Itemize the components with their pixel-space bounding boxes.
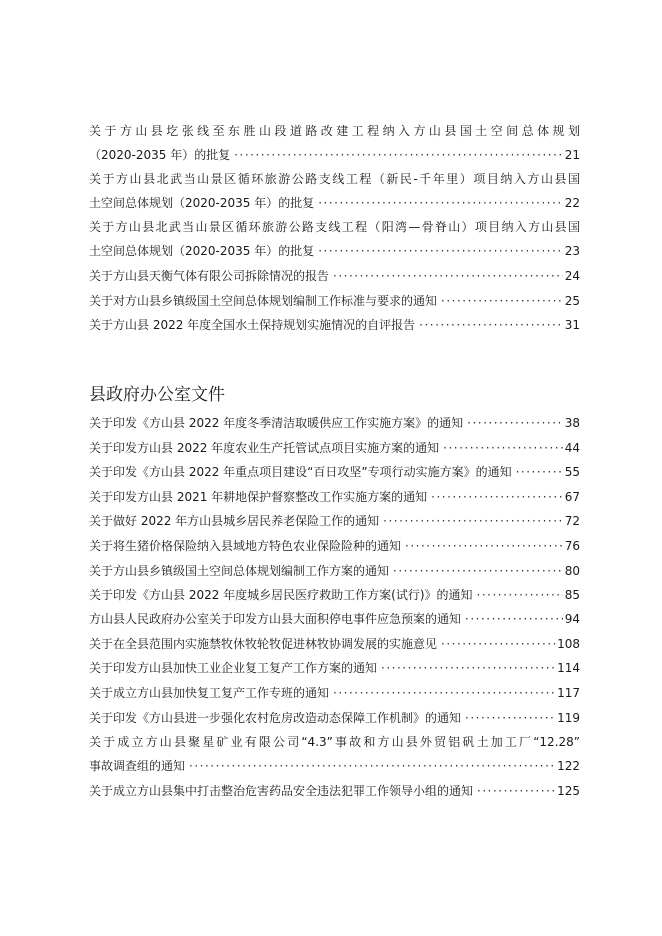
- dot-leader: [333, 681, 555, 705]
- toc-entry-title: 关于成立方山县加快复工复产工作专班的通知: [89, 686, 330, 700]
- toc-entry[interactable]: [89, 313, 580, 337]
- toc-entry-page-number: 44: [564, 441, 580, 455]
- toc-entry-leader-line: [89, 656, 580, 680]
- toc-entry-title: 关于将生猪价格保险纳入县域地方特色农业保险险种的通知: [89, 539, 402, 553]
- dot-leader: [419, 313, 563, 337]
- dot-leader: [465, 607, 563, 631]
- toc-entry[interactable]: [89, 167, 580, 215]
- toc-entry-title: 关于在全县范围内实施禁牧休牧轮牧促进林牧协调发展的实施意见: [89, 637, 438, 651]
- toc-entry-title-line: 关于方山县北武当山景区循环旅游公路支线工程（阳湾—骨脊山）项目纳入方山县国: [89, 220, 580, 234]
- dot-leader: [441, 289, 563, 313]
- toc-entry[interactable]: [89, 436, 580, 460]
- toc-entry-page-number: 72: [564, 514, 580, 528]
- toc-entry-title: 土空间总体规划（2020-2035 年）的批复: [89, 196, 315, 210]
- toc-entry-leader-line: [89, 191, 580, 215]
- toc-entry-leader-line: [89, 509, 580, 533]
- dot-leader: [318, 191, 562, 215]
- toc-entry-page-number: 94: [564, 612, 580, 626]
- dot-leader: [467, 411, 563, 435]
- toc-entry-title-line: 关于方山县北武当山景区循环旅游公路支线工程（新民-千年里）项目纳入方山县国: [89, 172, 580, 186]
- toc-entry[interactable]: [89, 509, 580, 533]
- dot-leader: [234, 143, 562, 167]
- toc-entry-title: （2020-2035 年）的批复: [89, 148, 231, 162]
- toc-entry-page-number: 23: [564, 244, 580, 258]
- toc-entry-title: 关于印发方山县加快工业企业复工复产工作方案的通知: [89, 661, 378, 675]
- dot-leader: [516, 460, 563, 484]
- section-heading: 县政府办公室文件: [89, 385, 225, 405]
- toc-entry-title: 关于印发方山县 2021 年耕地保护督察整改工作实施方案的通知: [89, 490, 428, 504]
- toc-entry-title-line: 关于成立方山县聚星矿业有限公司“4.3”事故和方山县外贸铝矾土加工厂“12.28”: [89, 735, 580, 749]
- dot-leader: [333, 264, 563, 288]
- toc-entry-page-number: 80: [564, 564, 580, 578]
- toc-entry-title: 关于印发《方山县 2022 年重点项目建设“百日攻坚”专项行动实施方案》的通知: [89, 465, 512, 479]
- toc-entry-leader-line: [89, 485, 580, 509]
- dot-leader: [465, 706, 555, 730]
- toc-entry-page-number: 85: [564, 588, 580, 602]
- dot-leader: [441, 632, 555, 656]
- toc-entry-page-number: 114: [557, 661, 580, 675]
- dot-leader: [477, 583, 563, 607]
- toc-entry[interactable]: [89, 656, 580, 680]
- toc-entry-page-number: 122: [557, 759, 580, 773]
- dot-leader: [443, 436, 563, 460]
- toc-entry-leader-line: [89, 779, 580, 803]
- toc-entry-page-number: 67: [564, 490, 580, 504]
- toc-entry-leader-line: [89, 632, 580, 656]
- toc-entry-page-number: 117: [557, 686, 580, 700]
- dot-leader: [381, 656, 555, 680]
- toc-entry-leader-line: [89, 460, 580, 484]
- toc-entry-page-number: 24: [564, 269, 580, 283]
- dot-leader: [383, 509, 563, 533]
- toc-entry-leader-line: [89, 264, 580, 288]
- toc-entry[interactable]: [89, 681, 580, 705]
- toc-entry-page-number: 21: [564, 148, 580, 162]
- toc-entry[interactable]: [89, 119, 580, 167]
- toc-entry-leader-line: [89, 754, 580, 778]
- toc-entry-title: 事故调查组的通知: [89, 759, 186, 773]
- toc-entry-page-number: 119: [557, 711, 580, 725]
- toc-entry-title: 方山县人民政府办公室关于印发方山县大面积停电事件应急预案的通知: [89, 612, 462, 626]
- toc-entry-title: 关于方山县 2022 年度全国水土保持规划实施情况的自评报告: [89, 318, 416, 332]
- dot-leader: [189, 754, 555, 778]
- toc-entry[interactable]: [89, 607, 580, 631]
- toc-entry[interactable]: [89, 264, 580, 288]
- toc-entry-leader-line: [89, 706, 580, 730]
- toc-entry-page-number: 125: [557, 784, 580, 798]
- toc-entry-leader-line: [89, 583, 580, 607]
- toc-entry-leader-line: [89, 534, 580, 558]
- toc-entry-leader-line: [89, 289, 580, 313]
- toc-entry[interactable]: [89, 215, 580, 263]
- toc-entry-page-number: 108: [557, 637, 580, 651]
- toc-entry-title: 关于印发《方山县进一步强化农村危房改造动态保障工作机制》的通知: [89, 711, 462, 725]
- toc-entry[interactable]: [89, 559, 580, 583]
- dot-leader: [431, 485, 563, 509]
- toc-entry-leader-line: [89, 313, 580, 337]
- toc-entry-leader-line: [89, 239, 580, 263]
- toc-entry-title: 关于方山县乡镇级国土空间总体规划编制工作方案的通知: [89, 564, 390, 578]
- dot-leader: [393, 559, 563, 583]
- toc-entry-title-line: 关于方山县圪张线至东胜山段道路改建工程纳入方山县国土空间总体规划: [89, 124, 580, 138]
- toc-entry-title: 土空间总体规划（2020-2035 年）的批复: [89, 244, 315, 258]
- toc-entry-leader-line: [89, 436, 580, 460]
- toc-entry-leader-line: [89, 681, 580, 705]
- toc-entry-page-number: 25: [564, 294, 580, 308]
- toc-entry-leader-line: [89, 143, 580, 167]
- toc-entry-page-number: 55: [564, 465, 580, 479]
- dot-leader: [405, 534, 563, 558]
- toc-entry-title: 关于印发《方山县 2022 年度城乡居民医疗救助工作方案(试行)》的通知: [89, 588, 473, 602]
- toc-entry-leader-line: [89, 411, 580, 435]
- table-of-contents-page: [89, 0, 580, 936]
- toc-entry-title: 关于印发《方山县 2022 年度冬季清洁取暖供应工作实施方案》的通知: [89, 416, 464, 430]
- toc-entry[interactable]: [89, 706, 580, 730]
- toc-entry[interactable]: [89, 534, 580, 558]
- toc-entry-title: 关于成立方山县集中打击整治危害药品安全违法犯罪工作领导小组的通知: [89, 784, 474, 798]
- toc-entry[interactable]: [89, 411, 580, 435]
- toc-entry-title: 关于印发方山县 2022 年度农业生产托管试点项目实施方案的通知: [89, 441, 440, 455]
- toc-entry-title: 关于方山县天衡气体有限公司拆除情况的报告: [89, 269, 330, 283]
- toc-entry[interactable]: [89, 583, 580, 607]
- toc-entry-page-number: 31: [564, 318, 580, 332]
- toc-entry-leader-line: [89, 559, 580, 583]
- toc-entry-leader-line: [89, 607, 580, 631]
- toc-entry[interactable]: [89, 460, 580, 484]
- toc-entry-title: 关于做好 2022 年方山县城乡居民养老保险工作的通知: [89, 514, 380, 528]
- toc-entry[interactable]: [89, 779, 580, 803]
- toc-entry-page-number: 22: [564, 196, 580, 210]
- toc-entry[interactable]: [89, 289, 580, 313]
- dot-leader: [318, 239, 562, 263]
- toc-entry[interactable]: [89, 632, 580, 656]
- toc-entry[interactable]: [89, 485, 580, 509]
- toc-entry[interactable]: [89, 730, 580, 778]
- toc-entry-title: 关于对方山县乡镇级国土空间总体规划编制工作标准与要求的通知: [89, 294, 438, 308]
- dot-leader: [477, 779, 555, 803]
- toc-entry-page-number: 76: [564, 539, 580, 553]
- toc-entry-page-number: 38: [564, 416, 580, 430]
